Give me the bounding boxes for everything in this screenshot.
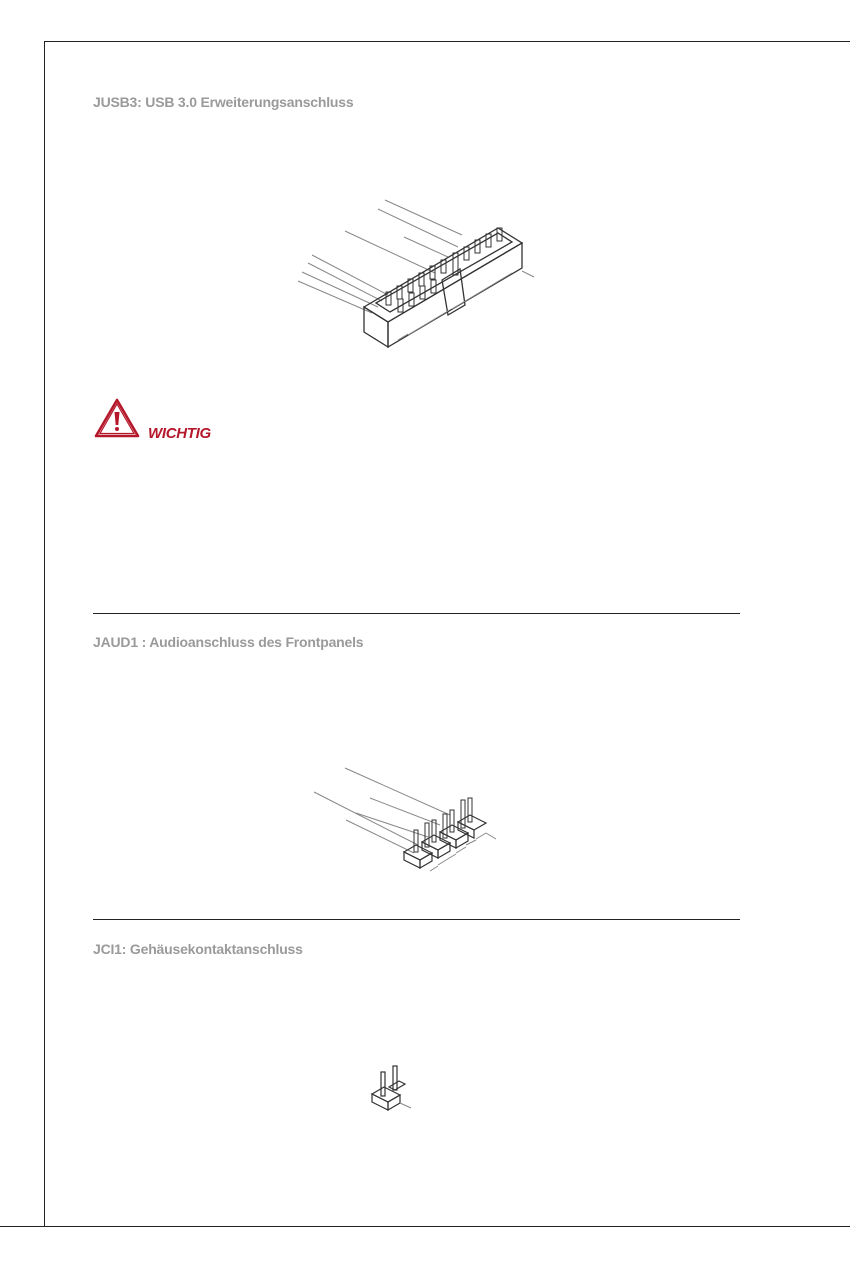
page-frame-left bbox=[44, 41, 45, 1227]
usb3-connector-diagram bbox=[290, 195, 550, 350]
page-frame-top bbox=[44, 41, 850, 42]
audio-connector-diagram bbox=[310, 765, 510, 875]
audio-leader-lines bbox=[314, 768, 450, 853]
chassis-intrusion-section-title: JCI1: Gehäusekontaktanschluss bbox=[93, 941, 303, 957]
section-divider bbox=[93, 919, 740, 920]
usb3-section-title: JUSB3: USB 3.0 Erweiterungsanschluss bbox=[93, 94, 354, 110]
chassis-intrusion-connector-diagram bbox=[365, 1062, 420, 1112]
usb3-housing bbox=[364, 228, 522, 347]
warning-triangle-icon bbox=[94, 398, 140, 438]
audio-section-title: JAUD1 : Audioanschluss des Frontpanels bbox=[93, 634, 364, 650]
page-frame-bottom bbox=[0, 1226, 850, 1227]
section-divider bbox=[93, 613, 740, 614]
important-notice-label: WICHTIG bbox=[148, 425, 211, 442]
usb3-leader-lines bbox=[298, 200, 462, 313]
